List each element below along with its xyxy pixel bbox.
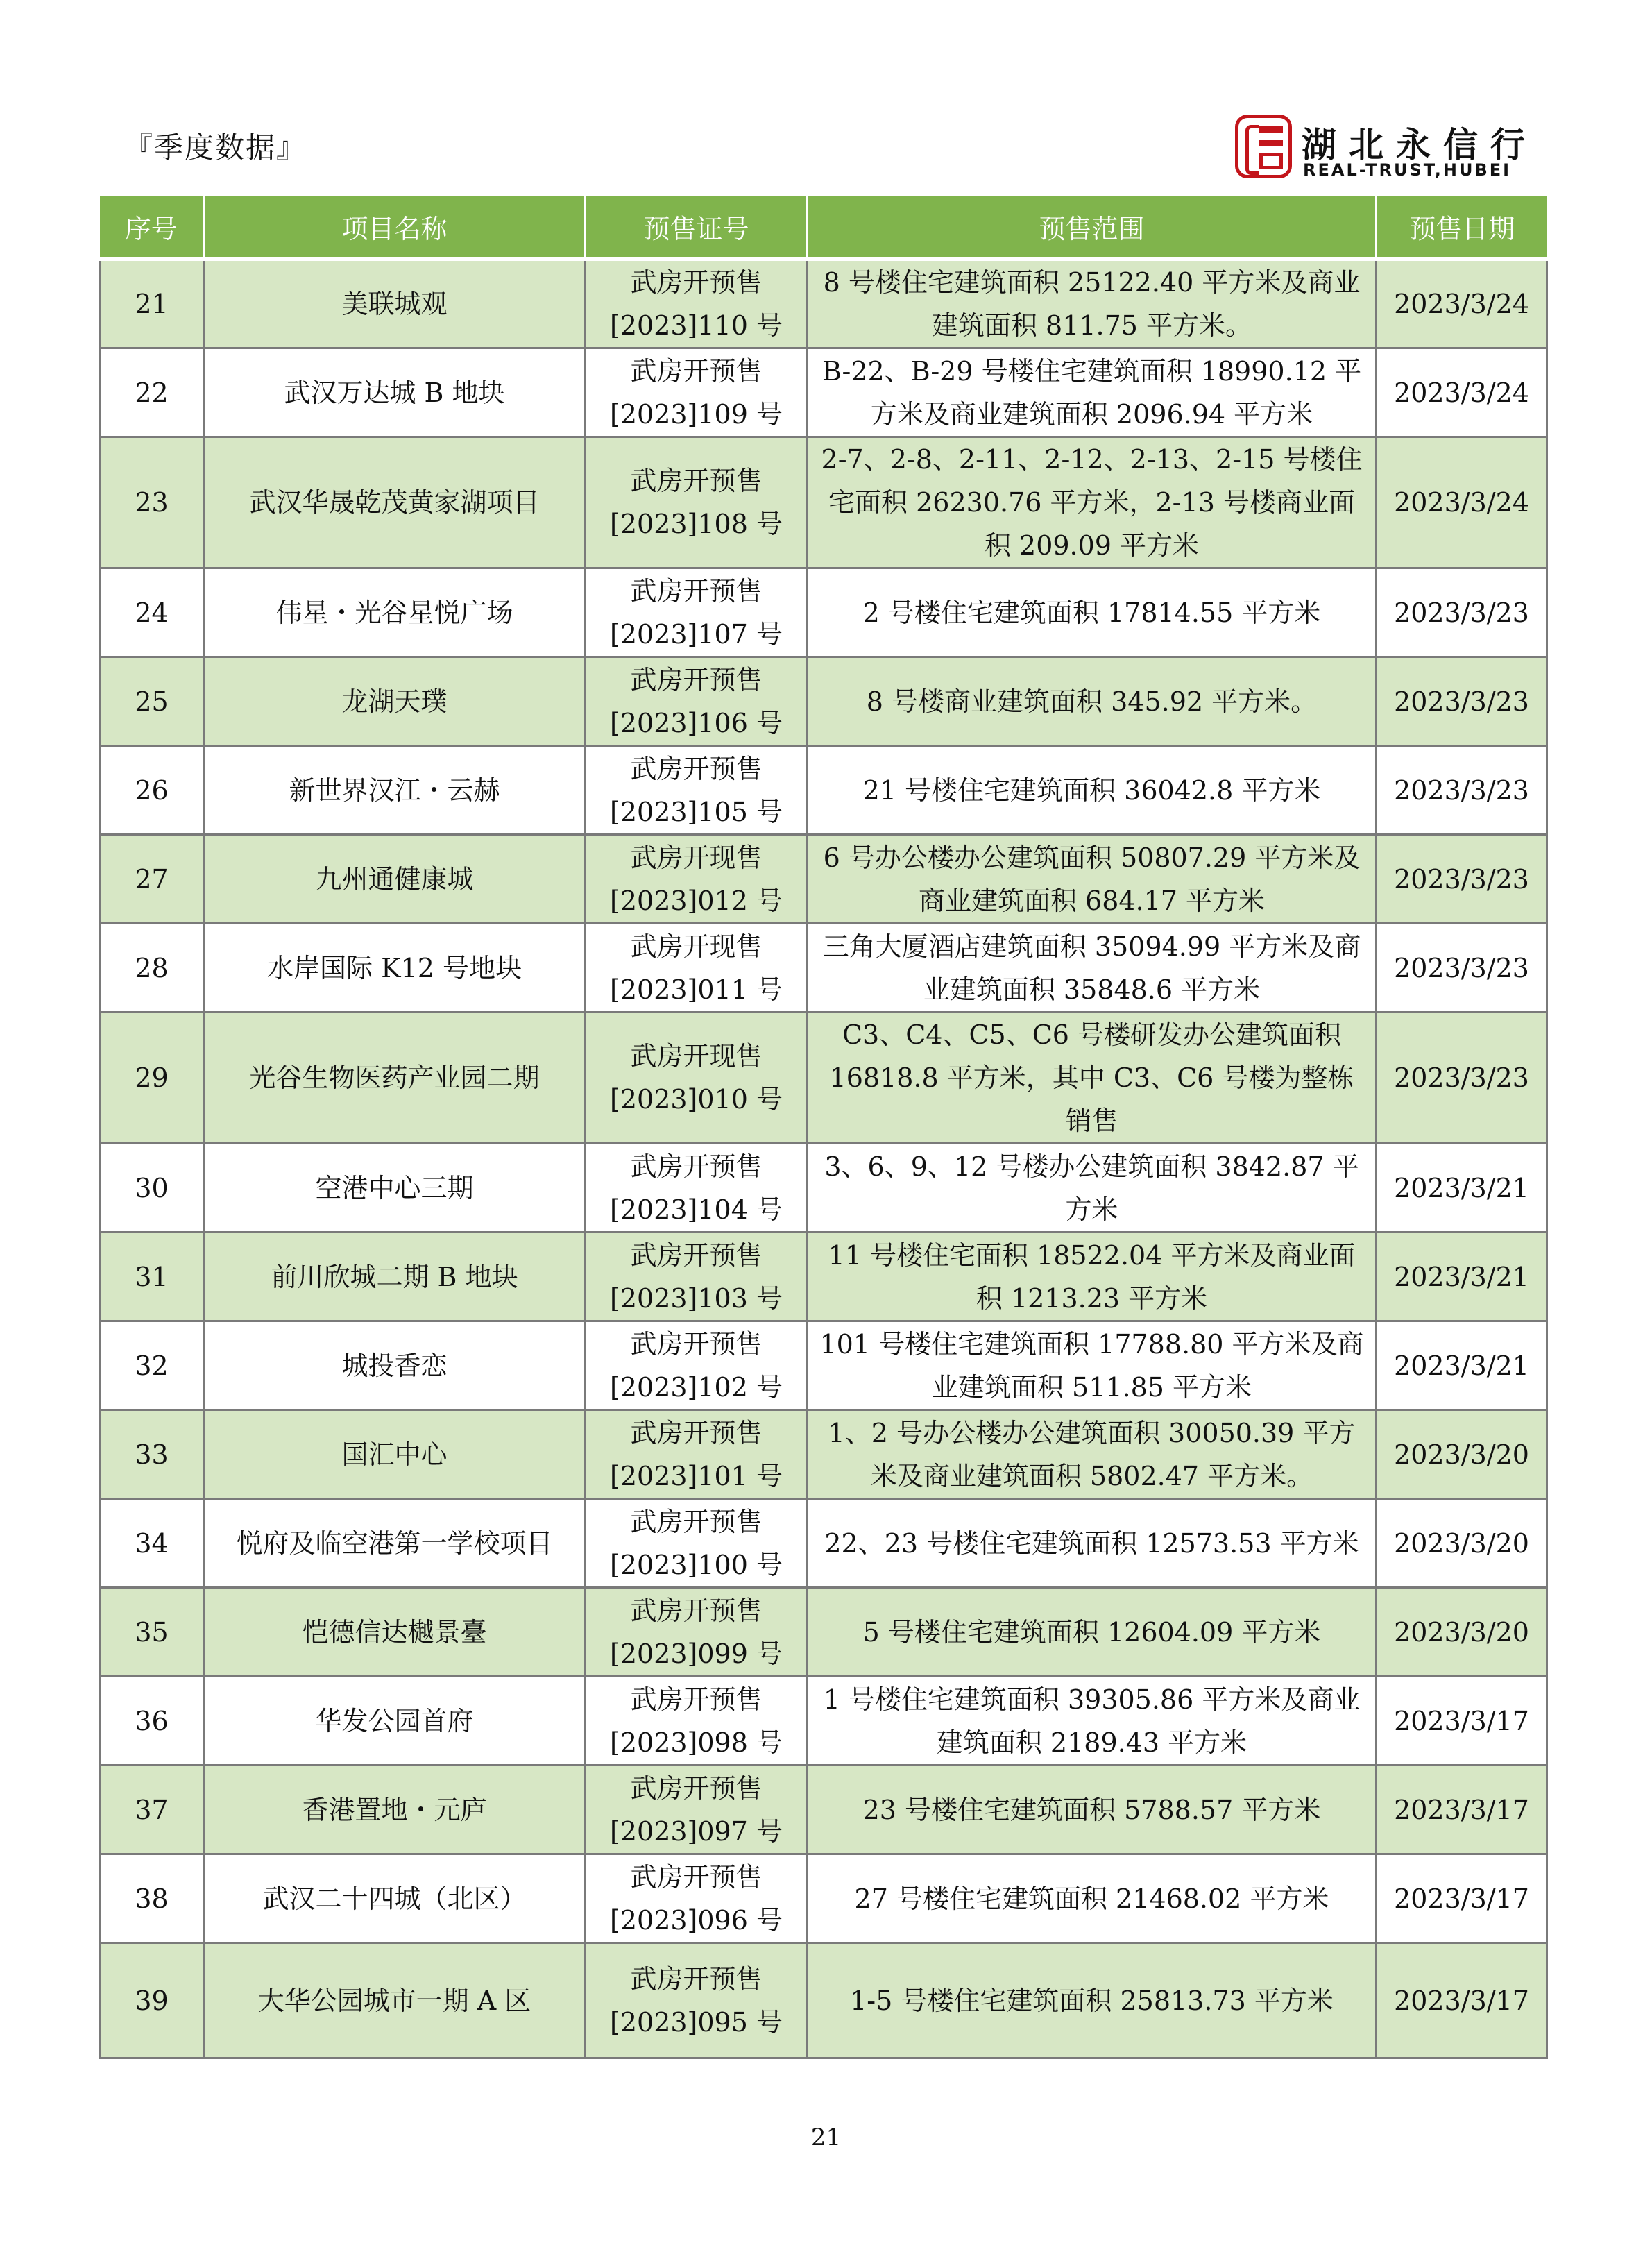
logo-english-name: REAL-TRUST,HUBEI [1303, 160, 1512, 180]
cell-project-name: 伟星・光谷星悦广场 [204, 568, 586, 657]
cell-project-name: 华发公园首府 [204, 1677, 586, 1766]
table-row [100, 1410, 1547, 1499]
cert-number: [2023]011 号 [610, 974, 783, 1005]
cert-authority: 武房开预售 [630, 1684, 763, 1715]
cell-scope: 22、23 号楼住宅建筑面积 12573.53 平方米 [808, 1499, 1377, 1588]
cell-cert [586, 1588, 808, 1677]
cell-date: 2023/3/23 [1377, 657, 1547, 746]
table-row [100, 348, 1547, 437]
cell-cert [586, 259, 808, 348]
cell-project-name: 新世界汉江・云赫 [204, 746, 586, 835]
cell-cert [586, 924, 808, 1013]
seal-icon [1235, 115, 1292, 178]
table-row [100, 1144, 1547, 1233]
cell-cert [586, 1499, 808, 1588]
table-row [100, 657, 1547, 746]
cert-number: [2023]097 号 [610, 1815, 783, 1847]
column-header-date: 预售日期 [1377, 196, 1547, 259]
cert-authority: 武房开现售 [630, 842, 763, 873]
cell-index: 39 [100, 1943, 204, 2058]
cert-authority: 武房开预售 [630, 575, 763, 607]
cell-scope: 8 号楼住宅建筑面积 25122.40 平方米及商业建筑面积 811.75 平方米。 [808, 259, 1377, 348]
cell-scope: 1-5 号楼住宅建筑面积 25813.73 平方米 [808, 1943, 1377, 2058]
cell-scope: 8 号楼商业建筑面积 345.92 平方米。 [808, 657, 1377, 746]
cert-number: [2023]103 号 [610, 1283, 783, 1314]
cell-date: 2023/3/20 [1377, 1410, 1547, 1499]
table-row [100, 1943, 1547, 2058]
cell-scope: 3、6、9、12 号楼办公建筑面积 3842.87 平方米 [808, 1144, 1377, 1233]
cell-scope: 11 号楼住宅面积 18522.04 平方米及商业面积 1213.23 平方米 [808, 1233, 1377, 1321]
cell-date: 2023/3/23 [1377, 568, 1547, 657]
table-row [100, 1854, 1547, 1943]
column-header-scope: 预售范围 [808, 196, 1377, 259]
cert-number: [2023]106 号 [610, 707, 783, 738]
cert-authority: 武房开预售 [630, 1417, 763, 1448]
cell-project-name: 光谷生物医药产业园二期 [204, 1013, 586, 1144]
cell-project-name: 大华公园城市一期 A 区 [204, 1943, 586, 2058]
section-title: 『季度数据』 [124, 130, 307, 164]
cell-scope: 6 号办公楼办公建筑面积 50807.29 平方米及商业建筑面积 684.17 平方米 [808, 835, 1377, 924]
cell-date: 2023/3/24 [1377, 437, 1547, 568]
cell-project-name: 国汇中心 [204, 1410, 586, 1499]
cell-scope: C3、C4、C5、C6 号楼研发办公建筑面积 16818.8 平方米，其中 C3、C6 号楼为整栋销售 [808, 1013, 1377, 1144]
cell-project-name: 武汉华晟乾茂黄家湖项目 [204, 437, 586, 568]
table-row [100, 259, 1547, 348]
cell-scope: 2-7、2-8、2-11、2-12、2-13、2-15 号楼住宅面积 26230.76 平方米，2-13 号楼商业面积 209.09 平方米 [808, 437, 1377, 568]
cell-cert [586, 568, 808, 657]
cell-cert [586, 348, 808, 437]
cell-scope: 1、2 号办公楼办公建筑面积 30050.39 平方米及商业建筑面积 5802.47 平方米。 [808, 1410, 1377, 1499]
cell-date: 2023/3/23 [1377, 835, 1547, 924]
cell-cert [586, 657, 808, 746]
table-header-row [100, 196, 1547, 259]
cert-number: [2023]098 号 [610, 1727, 783, 1758]
cell-project-name: 城投香恋 [204, 1321, 586, 1410]
cell-project-name: 悦府及临空港第一学校项目 [204, 1499, 586, 1588]
cell-date: 2023/3/17 [1377, 1943, 1547, 2058]
cert-number: [2023]108 号 [610, 509, 783, 539]
table-row [100, 1677, 1547, 1766]
cert-authority: 武房开预售 [630, 1506, 763, 1537]
table-row [100, 1588, 1547, 1677]
cell-index: 26 [100, 746, 204, 835]
table-row [100, 437, 1547, 568]
cell-index: 33 [100, 1410, 204, 1499]
cell-index: 36 [100, 1677, 204, 1766]
cell-index: 24 [100, 568, 204, 657]
cert-authority: 武房开预售 [630, 267, 763, 298]
cell-project-name: 空港中心三期 [204, 1144, 586, 1233]
cell-scope: 三角大厦酒店建筑面积 35094.99 平方米及商业建筑面积 35848.6 平方米 [808, 924, 1377, 1013]
cert-authority: 武房开现售 [630, 931, 763, 962]
cell-cert [586, 1144, 808, 1233]
cert-number: [2023]101 号 [610, 1460, 783, 1491]
cell-date: 2023/3/23 [1377, 1013, 1547, 1144]
cell-project-name: 香港置地・元庐 [204, 1766, 586, 1854]
cell-date: 2023/3/17 [1377, 1854, 1547, 1943]
cert-authority: 武房开预售 [630, 1772, 763, 1804]
table-row [100, 1233, 1547, 1321]
column-header-index: 序号 [100, 196, 204, 259]
cert-authority: 武房开预售 [630, 466, 763, 496]
cell-date: 2023/3/23 [1377, 924, 1547, 1013]
cell-project-name: 水岸国际 K12 号地块 [204, 924, 586, 1013]
cell-scope: 101 号楼住宅建筑面积 17788.80 平方米及商业建筑面积 511.85 平方米 [808, 1321, 1377, 1410]
cert-number: [2023]010 号 [610, 1084, 783, 1115]
cell-index: 21 [100, 259, 204, 348]
table-row [100, 1013, 1547, 1144]
cert-authority: 武房开预售 [630, 355, 763, 387]
cert-number: [2023]109 号 [610, 398, 783, 430]
cell-date: 2023/3/21 [1377, 1144, 1547, 1233]
cert-authority: 武房开预售 [630, 1595, 763, 1626]
cell-date: 2023/3/20 [1377, 1588, 1547, 1677]
cert-authority: 武房开预售 [630, 1963, 763, 1995]
cert-number: [2023]107 号 [610, 618, 783, 650]
cell-index: 23 [100, 437, 204, 568]
presale-table [99, 196, 1548, 2059]
cell-scope: B-22、B-29 号楼住宅建筑面积 18990.12 平方米及商业建筑面积 2096.94 平方米 [808, 348, 1377, 437]
cert-number: [2023]110 号 [610, 310, 783, 341]
cert-authority: 武房开预售 [630, 1861, 763, 1893]
cell-index: 35 [100, 1588, 204, 1677]
cell-date: 2023/3/24 [1377, 259, 1547, 348]
cell-date: 2023/3/21 [1377, 1233, 1547, 1321]
table-row [100, 835, 1547, 924]
cell-project-name: 美联城观 [204, 259, 586, 348]
cell-index: 22 [100, 348, 204, 437]
cert-authority: 武房开预售 [630, 753, 763, 784]
cell-index: 38 [100, 1854, 204, 1943]
cell-index: 27 [100, 835, 204, 924]
cell-project-name: 武汉万达城 B 地块 [204, 348, 586, 437]
cert-number: [2023]099 号 [610, 1638, 783, 1669]
cell-cert [586, 1321, 808, 1410]
cell-index: 29 [100, 1013, 204, 1144]
cell-scope: 23 号楼住宅建筑面积 5788.57 平方米 [808, 1766, 1377, 1854]
cell-cert [586, 1677, 808, 1766]
page-number: 21 [810, 2124, 842, 2151]
cell-scope: 27 号楼住宅建筑面积 21468.02 平方米 [808, 1854, 1377, 1943]
cell-date: 2023/3/23 [1377, 746, 1547, 835]
cert-number: [2023]095 号 [610, 2006, 783, 2038]
cell-index: 34 [100, 1499, 204, 1588]
cell-scope: 5 号楼住宅建筑面积 12604.09 平方米 [808, 1588, 1377, 1677]
cell-date: 2023/3/21 [1377, 1321, 1547, 1410]
company-logo [1235, 115, 1540, 184]
cert-authority: 武房开现售 [630, 1041, 763, 1072]
cell-date: 2023/3/17 [1377, 1677, 1547, 1766]
cell-index: 31 [100, 1233, 204, 1321]
cell-project-name: 龙湖天璞 [204, 657, 586, 746]
cell-scope: 1 号楼住宅建筑面积 39305.86 平方米及商业建筑面积 2189.43 平方米 [808, 1677, 1377, 1766]
cert-number: [2023]102 号 [610, 1371, 783, 1403]
logo-chinese-name: 湖北永信行 [1302, 125, 1538, 165]
table-row [100, 924, 1547, 1013]
cell-project-name: 前川欣城二期 B 地块 [204, 1233, 586, 1321]
cert-number: [2023]105 号 [610, 796, 783, 827]
cell-cert [586, 1943, 808, 2058]
cert-authority: 武房开预售 [630, 1328, 763, 1360]
cert-number: [2023]096 号 [610, 1904, 783, 1936]
cell-index: 28 [100, 924, 204, 1013]
cert-number: [2023]104 号 [610, 1194, 783, 1225]
cell-cert [586, 437, 808, 568]
cell-index: 25 [100, 657, 204, 746]
table-row [100, 746, 1547, 835]
cell-cert [586, 1013, 808, 1144]
cell-cert [586, 1233, 808, 1321]
column-header-cert: 预售证号 [586, 196, 808, 259]
cert-number: [2023]100 号 [610, 1549, 783, 1580]
table-row [100, 568, 1547, 657]
cell-scope: 21 号楼住宅建筑面积 36042.8 平方米 [808, 746, 1377, 835]
cert-number: [2023]012 号 [610, 885, 783, 916]
cell-project-name: 武汉二十四城（北区） [204, 1854, 586, 1943]
cell-cert [586, 746, 808, 835]
cell-cert [586, 1854, 808, 1943]
column-header-project: 项目名称 [204, 196, 586, 259]
cell-index: 30 [100, 1144, 204, 1233]
cell-date: 2023/3/17 [1377, 1766, 1547, 1854]
cell-index: 32 [100, 1321, 204, 1410]
cell-date: 2023/3/20 [1377, 1499, 1547, 1588]
table-row [100, 1499, 1547, 1588]
cell-project-name: 恺德信达樾景臺 [204, 1588, 586, 1677]
cert-authority: 武房开预售 [630, 664, 763, 695]
cert-authority: 武房开预售 [630, 1239, 763, 1271]
table-row [100, 1766, 1547, 1854]
cell-index: 37 [100, 1766, 204, 1854]
cell-cert [586, 1410, 808, 1499]
cell-date: 2023/3/24 [1377, 348, 1547, 437]
table-body [100, 259, 1547, 2058]
table-row [100, 1321, 1547, 1410]
cell-project-name: 九州通健康城 [204, 835, 586, 924]
cert-authority: 武房开预售 [630, 1151, 763, 1182]
cell-cert [586, 1766, 808, 1854]
cell-cert [586, 835, 808, 924]
cell-scope: 2 号楼住宅建筑面积 17814.55 平方米 [808, 568, 1377, 657]
